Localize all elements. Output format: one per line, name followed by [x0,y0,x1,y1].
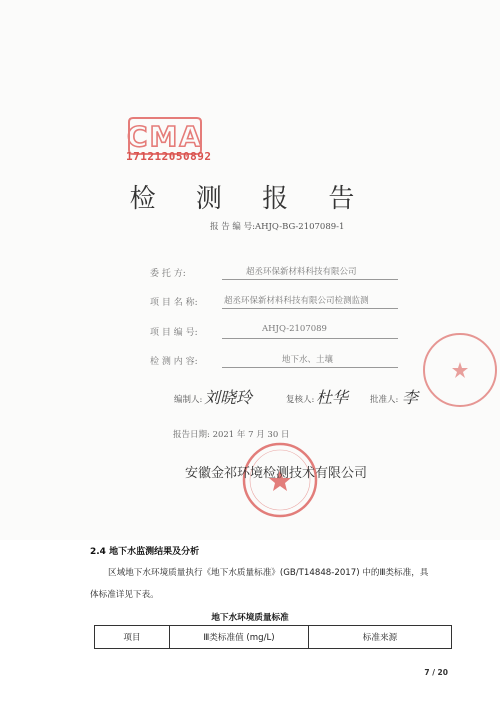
report-date: 报告日期: 2021 年 7 月 30 日 [173,430,290,440]
page-number: 7 / 20 [424,668,448,677]
company-name: 安徽金祁环境检测技术有限公司 [185,466,368,481]
compiler-label: 编制人: [174,395,203,405]
reviewer-signature: 杜华 [316,388,349,407]
report-title: 检 测 报 告 [129,184,371,214]
svg-text:CMA: CMA [126,120,204,153]
report-number: 报 告 编 号:AHJQ-BG-2107089-1 [210,222,345,232]
table-header-item: 项目 [95,626,170,649]
client-value: 超丞环保新材料科技有限公司 [246,267,357,277]
project-name-underline [222,307,398,309]
compiler-signature: 刘晓玲 [204,388,253,407]
cma-number: 171212050892 [126,150,212,163]
section-paragraph-line1: 区域地下水环境质量执行《地下水质量标准》(GB/T14848-2017) 中的Ⅲ类标准，具 [108,568,429,578]
approver-label: 批准人: [370,395,399,405]
reviewer-label: 复核人: [286,395,315,405]
approver-signature: 李 [402,388,419,407]
test-content-underline [222,366,398,368]
project-no-label: 项 目 编 号: [150,328,198,338]
project-no-value: AHJQ-2107089 [262,324,327,334]
section-heading: 2.4 地下水监测结果及分析 [90,547,200,557]
client-underline [222,278,398,280]
project-name-value: 超丞环保新材料科技有限公司检测监测 [224,296,369,306]
test-content-value: 地下水、土壤 [282,355,334,365]
edge-seal-icon [420,330,500,410]
table-caption: 地下水环境质量标准 [211,613,289,623]
project-name-label: 项 目 名 称: [150,298,198,308]
section-paragraph-line2: 体标准详见下表。 [90,590,159,600]
table-header-source: 标准来源 [309,626,452,649]
table-header-standard-value: Ⅲ类标准值 (mg/L) [170,626,309,649]
groundwater-standard-table [94,625,452,649]
test-content-label: 检 测 内 容: [150,357,198,367]
project-no-underline [222,337,398,339]
table-header-row [95,626,452,649]
client-label: 委 托 方: [150,269,186,279]
